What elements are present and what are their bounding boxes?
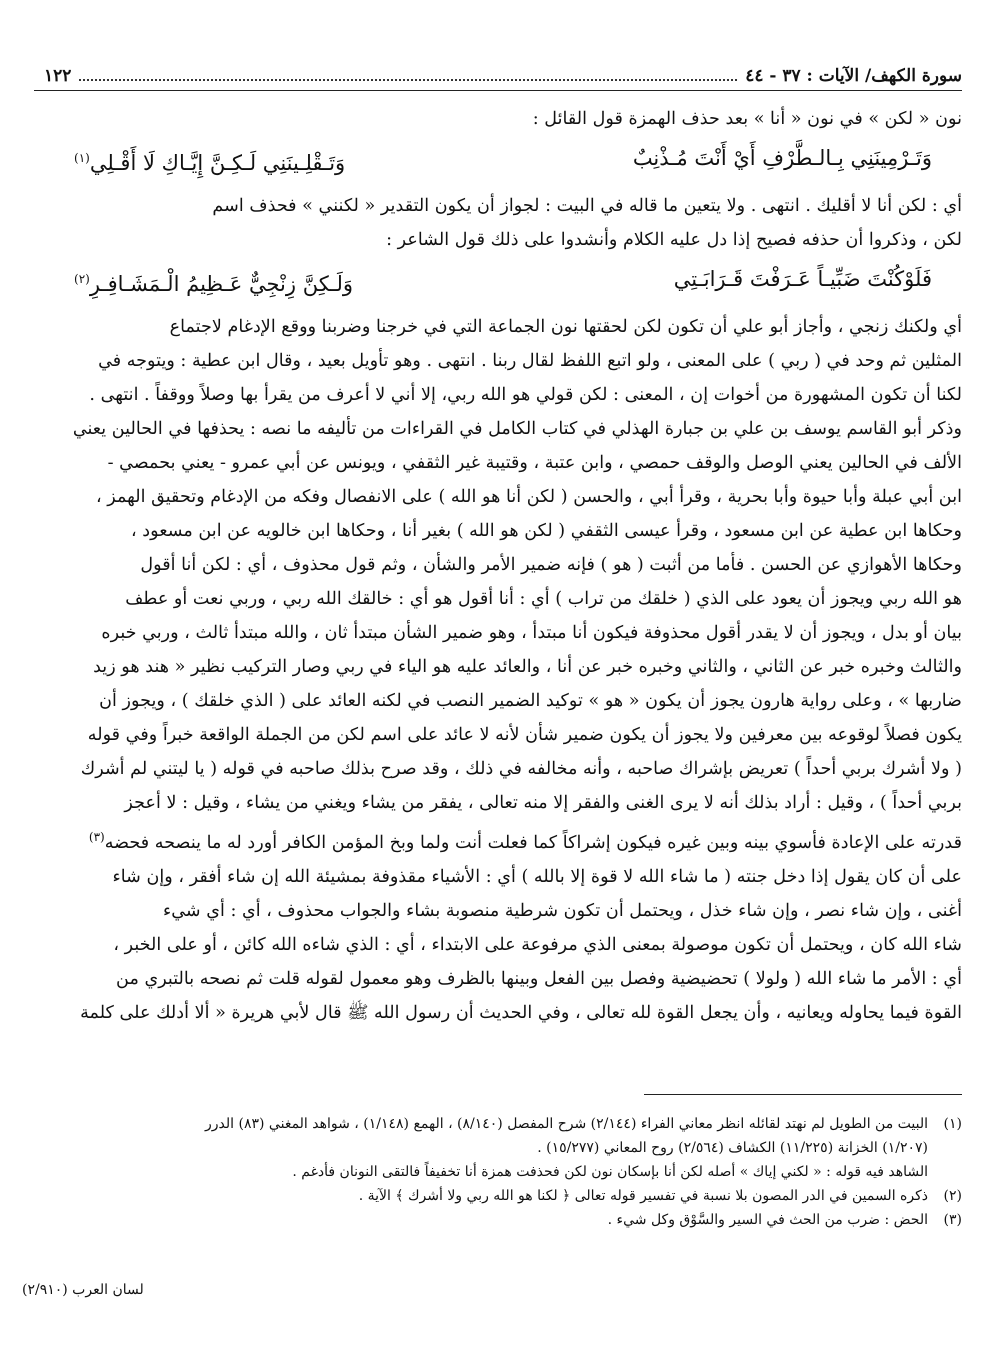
- footnote-text: الحض : ضرب من الحث في السير والسَّوْق وكل شيء .: [607, 1212, 928, 1228]
- footnote-1-continued: [34, 1136, 962, 1160]
- footnotes: [34, 1112, 962, 1232]
- text-line: والثالث وخبره خبر عن الثاني ، والثاني وخبره خبر عن أنا ، والعائد عليه هو الياء في ربي وصار التركيب نظير « هند هو زيد: [93, 657, 962, 677]
- text-line: المثلين ثم وحد في ( ربي ) على المعنى ، ولو اتبع اللفظ لقال ربنا . انتهى . وهو تأويل بعيد ، وقال ابن عطية : ويتوجه في: [98, 351, 962, 371]
- sura-title: سورة الكهف/ الآيات : ٣٧ - ٤٤: [745, 66, 962, 86]
- footnote-2: [34, 1184, 962, 1208]
- text-line: وحكاها الأهوازي عن الحسن . فأما من أثبت ( هو ) فإنه ضمير الأمر والشأن ، وثم قول محذوف ، أي : لكن أنا أقول: [140, 555, 962, 575]
- verse-2-first-hemistich: فَلَوْكُنْتَ ضَبِّيـاً عَـرَفْتَ قَـرَابَـتِي: [673, 267, 932, 291]
- text-line: أي ولكنك زنجي ، وأجاز أبو علي أن تكون لكن لحقتها نون الجماعة التي في خرجنا وضربنا ووقع الإدغام لاجتماع: [169, 317, 962, 337]
- verse-2-second-hemistich: وَلَـكِنَّ زِنْجِيٌّ عَـظِيمُ الْـمَشَـافِـرِ$^{(٢)}$: [74, 272, 353, 296]
- text-line: ( ولا أشرك بربي أحداً ) تعريض بإشراك صاحبه ، وأنه مخالفه في ذلك ، وقد صرح بذلك صاحبه في قوله ( يا ليتني لم أشرك: [80, 759, 962, 779]
- footnote-text: الشاهد فيه قوله : « لكني إياك » أصله لكن أنا بإسكان نون لكن فحذفت همزة أنا تخفيفاً فالتقى النونان فأدغم .: [292, 1164, 928, 1180]
- verse-1-first-hemistich: وَتَـرْمِينَنِي بِـالـطَّرْفِ أَيْ أَنْتَ مُـذْنِبٌ: [632, 146, 932, 170]
- footnote-marker: (٢): [74, 272, 90, 286]
- footnote-1: [34, 1112, 962, 1136]
- text-line: نون « لكن » في نون « أنا » بعد حذف الهمزة قول القائل :: [532, 109, 962, 129]
- text-line: لكنا أن تكون المشهورة من أخوات إن ، المعنى : لكن قولي هو الله ربي، إلا أني لا أعرف من يقرأ بها وصلاً ووقفاً . انتهى .: [89, 385, 962, 405]
- footnote-number: (٢): [943, 1188, 962, 1204]
- text-line: لكن ، وذكروا أن حذفه فصيح إذا دل عليه الكلام وأنشدوا على ذلك قول الشاعر :: [386, 230, 962, 250]
- footnote-separator: [644, 1094, 962, 1095]
- text-line: ابن أبي عبلة وأبا حيوة وأبا بحرية ، وقرأ أبي ، والحسن ( لكن أنا هو الله ) على الانفصال وفكه من الإدغام وتحقيق الهمز ،: [95, 487, 962, 507]
- text-line: يكون فصلاً لوقوعه بين معرفين ولا يجوز أن يكون ضمير شأن لأنه لا عائد على اسم لكن من الجملة الواقعة خبراً وفي قوله: [87, 725, 962, 745]
- footnote-number: (٣): [943, 1212, 962, 1228]
- footnote-3: [34, 1208, 962, 1232]
- footnote-marker: (١): [74, 151, 90, 165]
- page-number: ١٢٢: [44, 66, 72, 86]
- verse-2: [34, 259, 962, 304]
- footnote-text: البيت من الطويل لم نهتد لقائله انظر معاني الفراء (٢/١٤٤) شرح المفصل (٨/١٤٠) ، الهمع (١/١٤٨) ، شواهد المغني (٨٣) الدرر: [205, 1116, 928, 1132]
- footnote-1-evidence: [34, 1160, 962, 1184]
- footnote-number: (١): [943, 1116, 962, 1132]
- text-line: هو الله ربي ويجوز أن يعود على الذي ( خلقك من تراب ) أي : أنا أقول هو أي : خالقك الله ربي ، وربي نعت أو عطف: [125, 589, 962, 609]
- text-line: شاء الله كان ، ويحتمل أن تكون موصولة بمعنى الذي مرفوعة على الابتداء ، أي : الذي شاءه الله كائن ، أو على الخبر ،: [113, 934, 962, 955]
- verse-1-second-hemistich: وَتَـقْلِـينَنِي لَـكِـنَّ إِيَّـاكِ لَا أَقْـلِي$^{(١)}$: [74, 151, 346, 175]
- text-line: القوة فيما يحاوله ويعانيه ، وأن يجعل القوة لله تعالى ، وفي الحديث أن رسول الله ﷺ قال لأبي هريرة « ألا أدلك على كلمة: [80, 1002, 962, 1023]
- footnote-marker: (٣): [88, 830, 105, 844]
- text-line: بربي أحداً ) ، وقيل : أراد بذلك أنه لا يرى الغنى والفقر إلا منه تعالى ، يفقر من يشاء ويغني من يشاء ، وقيل : لا أعجز: [124, 793, 962, 813]
- running-header: [34, 62, 962, 91]
- footnote-text: (١/٢٠٧) الخزانة (١١/٢٢٥) الكشاف (٢/٥٦٤) روح المعاني (١٥/٢٧٧) .: [537, 1140, 928, 1156]
- text-line: وحكاها ابن عطية عن ابن مسعود ، وقرأ عيسى الثقفي ( لكن هو الله ) بغير أنا ، وحكاها ابن خالويه عن ابن مسعود ،: [131, 521, 962, 541]
- text-line: أغنى ، وإن شاء نصر ، وإن شاء خذل ، ويحتمل أن تكون شرطية منصوبة بشاء والجواب محذوف ، أي : أي شيء: [162, 900, 962, 921]
- footnote-3-source: لسان العرب (٢/٩١٠): [22, 1282, 144, 1298]
- footnote-text: ذكره السمين في الدر المصون بلا نسبة في تفسير قوله تعالى ﴿ لكنا هو الله ربي ولا أشرك ﴾ الآية .: [358, 1188, 928, 1204]
- verse-1: [34, 138, 962, 183]
- text-line: أي : الأمر ما شاء الله ( ولولا ) تحضيضية وفصل بين الفعل وبينها بالظرف وهو معمول لقوله قلت ثم نصحه بالتبري من: [116, 968, 962, 989]
- main-text: [34, 102, 962, 1030]
- text-line: بيان أو بدل ، ويجوز أن لا يقدر أقول محذوفة فيكون أنا مبتدأ ، وهو ضمير الشأن مبتدأ ثان ، والله مبتدأ ثالث ، وربي خبره: [101, 623, 962, 643]
- text-line: ضاربها » ، وعلى رواية هارون يجوز أن يكون « هو » توكيد الضمير النصب في لكنه العائد على ( الذي خلقك ) ، ويجوز أن: [99, 691, 962, 711]
- text-line: وذكر أبو القاسم يوسف بن علي بن جبارة الهذلي في كتاب الكامل في القراءات من تأليفه ما نصه : يحذفها في الحالين يعني: [72, 419, 962, 439]
- book-page: [22, 56, 962, 1346]
- text-line: أي : لكن أنا لا أقليك . انتهى . ولا يتعين ما قاله في البيت : لجواز أن يكون التقدير « لكنني » فحذف اسم: [212, 196, 962, 216]
- header-dotted-leader: [79, 79, 737, 81]
- text-line: قدرته على الإعادة فأسوي بينه وبين غيره فيكون إشراكاً كما فعلت أنت ولما وبخ المؤمن الكافر أورد له ما ينصحه فحضه$^{(٣)}$: [88, 830, 962, 853]
- text-line: الألف في الحالين يعني الوصل والوقف حمصي ، وابن عتبة ، وقتيبة غير الثقفي ، ويونس عن أبي عمرو - يعني بحمصي -: [107, 453, 962, 473]
- text-line: على أن كان يقول إذا دخل جنته ( ما شاء الله لا قوة إلا بالله ) أي : الأشياء مقذوفة بمشيئة الله إن شاء أفقر ، وإن شاء: [112, 866, 962, 887]
